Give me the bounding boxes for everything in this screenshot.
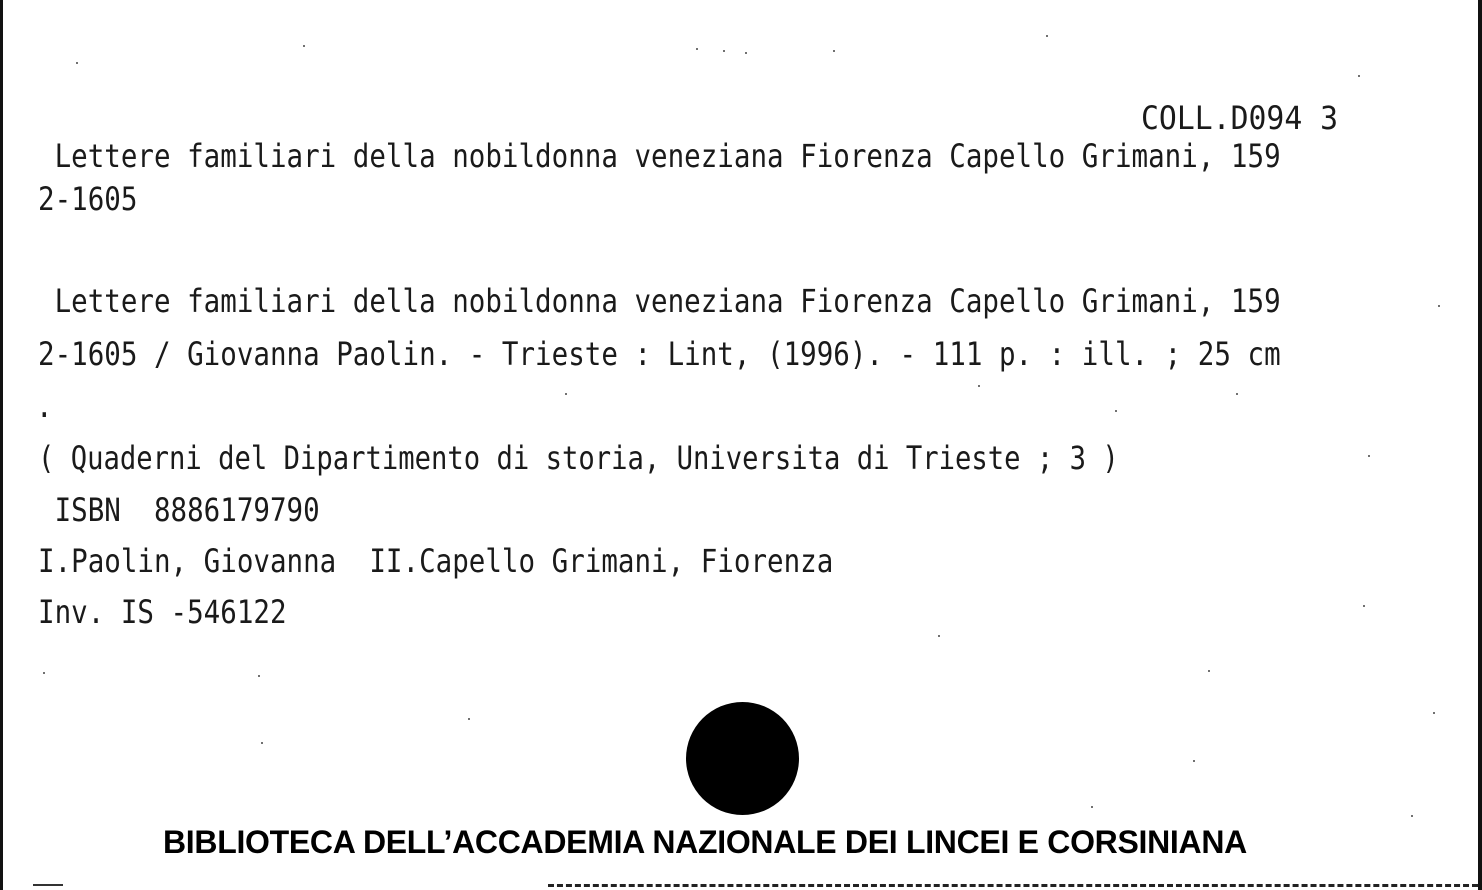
scan-speck <box>1115 410 1117 412</box>
scan-speck <box>43 672 45 674</box>
punch-hole <box>686 702 799 815</box>
scan-speck <box>1438 305 1440 307</box>
scan-speck <box>1368 455 1370 457</box>
scan-speck <box>1363 605 1365 607</box>
scan-speck <box>1046 35 1048 37</box>
isbn: ISBN 8886179790 <box>38 491 320 529</box>
scan-speck <box>1193 760 1195 762</box>
scan-speck <box>745 52 747 54</box>
scan-speck <box>938 635 940 637</box>
card-bottom-dashed-edge <box>548 884 1478 887</box>
scan-speck <box>565 393 567 395</box>
library-name: BIBLIOTECA DELL’ACCADEMIA NAZIONALE DEI LINCEI E CORSINIANA <box>163 824 1247 860</box>
scan-speck <box>76 62 78 64</box>
card-edge-mark <box>33 884 63 886</box>
description-line-1: Lettere familiari della nobildonna veneziana Fiorenza Capello Grimani, 159 <box>38 282 1281 320</box>
added-entries: I.Paolin, Giovanna II.Capello Grimani, Fiorenza <box>38 542 834 580</box>
scan-speck <box>1358 75 1360 77</box>
scan-speck <box>833 50 835 52</box>
scan-speck <box>261 742 263 744</box>
scan-speck <box>696 48 698 50</box>
inventory-number: Inv. IS -546122 <box>38 593 287 631</box>
description-line-2: 2-1605 / Giovanna Paolin. - Trieste : Lint, (1996). - 111 p. : ill. ; 25 cm <box>38 335 1281 373</box>
scan-speck <box>1411 815 1413 817</box>
scan-speck <box>723 50 725 52</box>
scan-speck <box>1208 670 1210 672</box>
scan-speck <box>258 675 260 677</box>
scan-speck <box>1433 712 1435 714</box>
scan-speck <box>1091 806 1093 808</box>
scan-speck <box>978 385 980 387</box>
call-number: COLL.D094 3 <box>1141 99 1339 137</box>
heading-title-line-1: Lettere familiari della nobildonna veneziana Fiorenza Capello Grimani, 159 <box>38 137 1281 175</box>
scan-speck <box>468 718 470 720</box>
series-statement: ( Quaderni del Dipartimento di storia, Universita di Trieste ; 3 ) <box>38 439 1119 477</box>
heading-title-line-2: 2-1605 <box>38 180 138 218</box>
description-line-3: . <box>36 387 53 425</box>
scan-speck <box>303 45 305 47</box>
scan-speck <box>1236 393 1238 395</box>
